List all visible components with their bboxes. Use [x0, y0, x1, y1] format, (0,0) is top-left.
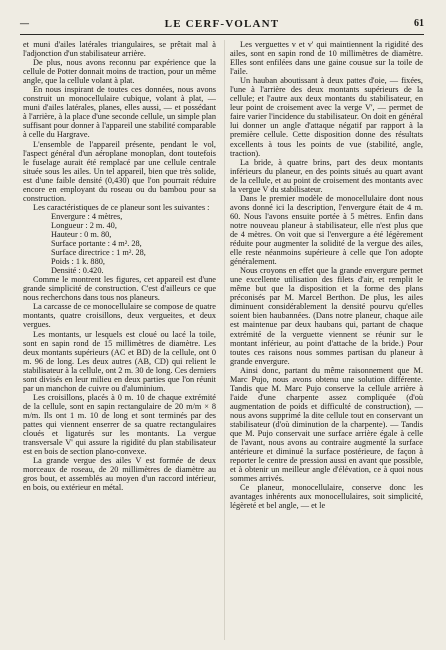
spec-line: Densité : 0.420.	[51, 266, 104, 276]
paragraph: Nous croyons en effet que la grande envergure permet une excellente utilisation des filets d'air, et remplit le même but que la disposition et la forme des plans préconisés par M. Marcel Berthon. De plus, les ailes diminuent considérablement la densité pourvu qu'elles soient bien haubannées. (Dans notre planeur, chaque aile est maintenue par deux haubans qui, partant de chaque extrémité de la verguette viennent se réunir sur le montant inférieur, au point d'attache de la bride.) Pour toutes ces raisons nous sommes partisan du planeur à grande envergure.	[230, 266, 423, 366]
paragraph: L'ensemble de l'appareil présente, pendant le vol, l'aspect général d'un aéroplane monoplan, dont toutefois le fuselage aurait été remplacé par une cellule centrale située sous les ailes. Un tel appareil, bien que très solide, est d'une faible densité (0,430) que l'on pourrait réduire encore en employant du roseau ou du bambou pour sa construction.	[23, 139, 216, 203]
paragraph: Ainsi donc, partant du même raisonnement que M. Marc Pujo, nous avons obtenu une solution différente. Tandis que M. Marc Pujo conserve la cellule arrière à l'aide d'une charpente assez compliquée (d'où augmentation de poids et difficulté de construction), — nous avons supprimé la dite cellule tout en conservant un stabilisateur (d'où diminution de la charpente). — Tandis que M. Pujo conservait une surface arrière égale à celle de l'avant, nous avons au contraire augmenté la surface antérieure et diminué la surface postérieure, de façon à reporter le centre de pression aussi en avant que possible, et à obtenir un meilleur angle d'élévation, ce à quoi nous sommes arrivés.	[230, 365, 423, 484]
spec-line: Surface directrice : 1 m². 28,	[51, 248, 146, 258]
paragraph: La carcasse de ce monocellulaire se compose de quatre montants, quatre croisillons, deux vergueites, et deux vergues.	[23, 302, 216, 330]
running-title: LE CERF-VOLANT	[164, 18, 280, 30]
page-number: 61	[414, 18, 424, 29]
spec-line: Surface portante : 4 m². 28,	[51, 239, 142, 249]
paragraph: Dans le premier modèle de monocellulaire dont nous avons donné ici la description, l'envergure était de 4 m. 60. Nous l'avons ensuite portée à 5 mètres. Enfin dans notre nouveau planeur à stabilisateur, elle n'est plus que de 4 mètres. On voit que si l'envergure a été légèrement réduite pour augmenter la solidité de la vergue des ailes, elle reste néanmoins supérieure à celle que l'on adopte généralement.	[230, 193, 423, 267]
header-dash: —	[20, 18, 29, 28]
paragraph: De plus, nous avons reconnu par expérience que la cellule de Potter donnait moins de traction, pour un même angle, que la cellule volant à plat.	[23, 58, 216, 86]
spec-line: Hauteur : 0 m. 80,	[51, 229, 112, 239]
paragraph: La bride, à quatre brins, part des deux montants inférieurs du planeur, en des points situés au quart avant de la cellule, et au point de croisement des montants avec la vergue V du stabilisateur.	[230, 157, 423, 194]
header-rule	[20, 34, 424, 35]
paragraph: Les croisillons, placés à 0 m. 10 de chaque extrémité de la cellule, sont en sapin rectangulaire de 20 m/m × 8 m/m. Ils ont 1 m. 10 de long et sont terminés par des pattes qui viennent enserrer de sa quatre rectangulaires cloués et ligaturés sur les montants. La vergue transversale V' qui assure la rigidité du plan stabilisateur est en bois de section plano-convexe.	[23, 392, 216, 457]
spec-line: Poids : 1 k. 880,	[51, 257, 105, 267]
spec-line: Longueur : 2 m. 40,	[51, 220, 117, 230]
paragraph: En nous inspirant de toutes ces données, nous avons construit un monocellulaire cubique, volant à plat, — muni d'ailes latérales, planes, elles aussi, — et possédant à l'arrière, à la place d'une seconde cellule, un simple plan suffisant pour donner à l'appareil une stabilité comparable à celle du Hargrave.	[23, 85, 216, 140]
right-column	[230, 40, 423, 640]
paragraph: Comme le montrent les figures, cet appareil est d'une grande simplicité de construction. C'est d'ailleurs ce que nous recherchons dans tous nos planeurs.	[23, 275, 216, 303]
paragraph: Les verguettes v et v' qui maintiennent la rigidité des ailes, sont en sapin rond de 10 millimètres de diamètre. Elles sont enfilées dans une gaine cousue sur la toile de l'aile.	[230, 40, 423, 77]
column-gutter	[224, 40, 225, 640]
spec-line: Envergure : 4 mètres,	[51, 211, 123, 221]
paragraph: Un hauban aboutissant à deux pattes d'oie, — fixées, l'une à l'arrière des deux montants supérieurs de la cellule; et l'autre aux deux montants du stabilisateur, en leur point de croisement avec la verge V', — permet de faire varier l'incidence du stabilisateur. On doit en général lui donner un angle d'attaque négatif par rapport à la première cellule. Cette disposition donne des résultats excellents à tous les points de vue (stabilité, angle, traction).	[230, 76, 423, 158]
paragraph: et muni d'ailes latérales triangulaires, se prêtait mal à l'adjonction d'un stabilisateur arrière.	[23, 40, 216, 59]
paragraph: La grande vergue des ailes V est formée de deux morceaux de roseau, de 20 millimètres de diamètre au gros bout, et assemblés au moyen d'un raccord intérieur, en bois, ou extérieur en métal.	[23, 456, 216, 493]
paragraph: Les caractéristiques de ce planeur sont les suivantes :	[33, 202, 210, 212]
left-column	[23, 40, 216, 640]
paragraph: Ce planeur, monocellulaire, conserve donc les avantages inhérents aux monocellulaires, soit simplicité, légèreté et bel angle, — et le	[230, 483, 423, 511]
paragraph: Les montants, ur lesquels est cloué ou lacé la toile, sont en sapin rond de 15 millimètres de diamètre. Les deux montants supérieurs (AC et BD) de la cellule, ont 0 m. 96 de long. Les deux autres (AB, CD) qui relient le stabilisateur à la cellule, ont 2 m. 30 de long. Ces derniers sont divisés en leur milieu en deux parties que l'on réunit par un manchon de cuivre ou d'aluminium.	[23, 329, 216, 393]
page-header	[20, 18, 424, 34]
